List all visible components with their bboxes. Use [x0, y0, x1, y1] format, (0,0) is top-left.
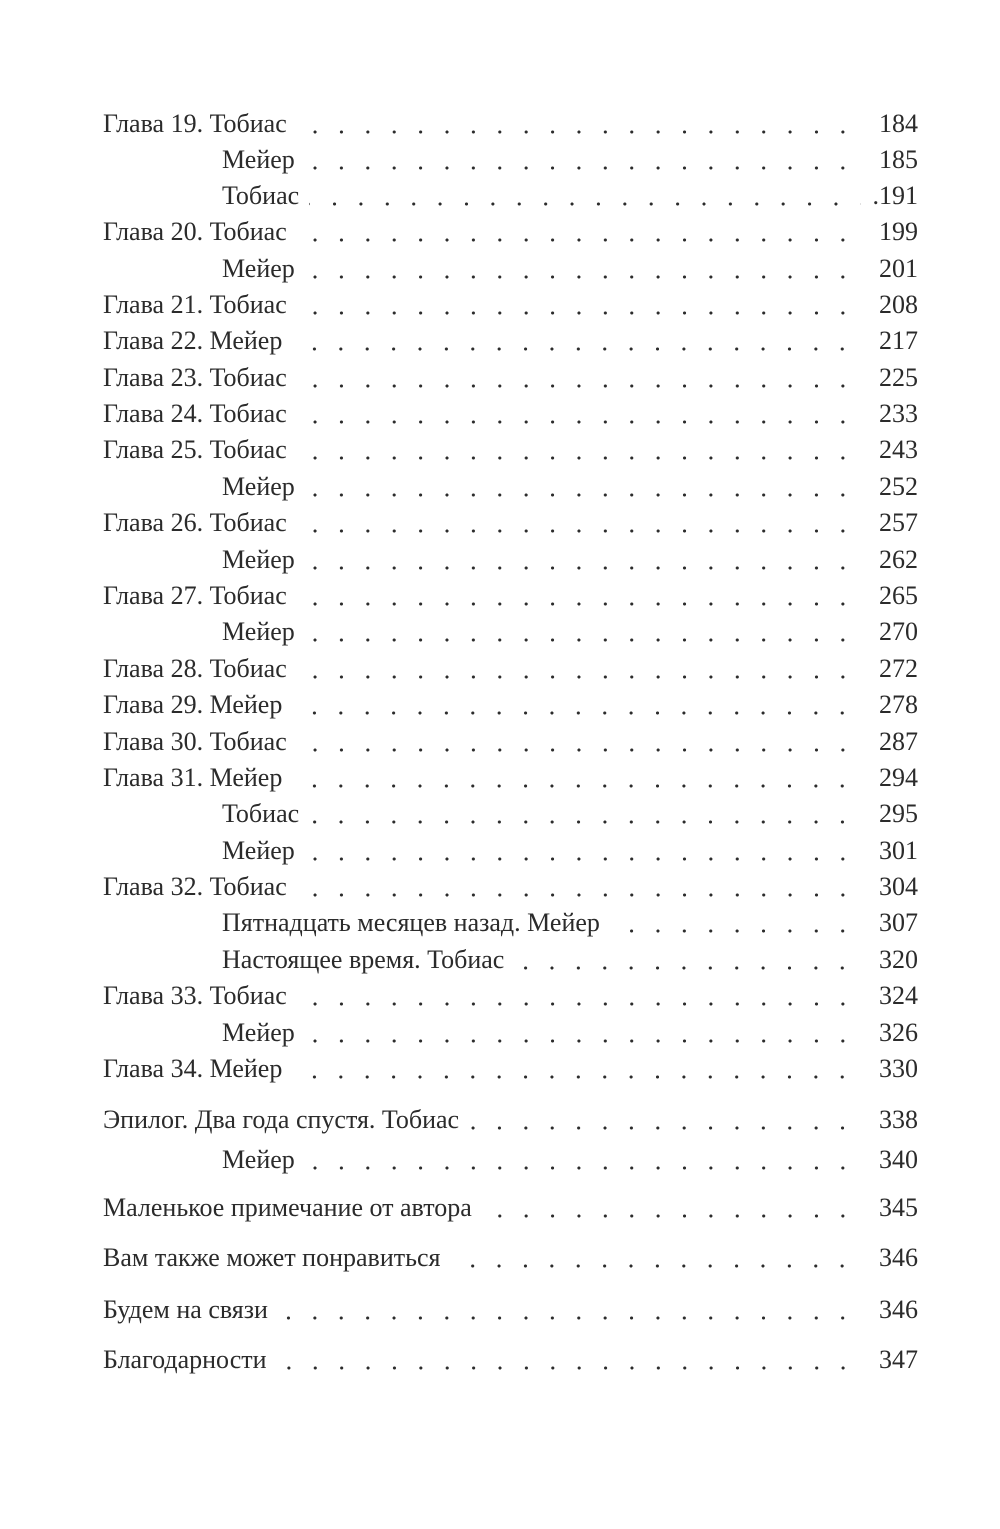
chapter-number: Глава 32.	[103, 872, 204, 901]
page-number: 208	[873, 287, 918, 323]
toc-entry-title	[103, 360, 291, 396]
dot-leader	[297, 130, 867, 134]
toc-entry-title	[103, 651, 291, 687]
toc-entry-title	[103, 1292, 272, 1328]
toc-entry	[0, 724, 1000, 760]
toc-entry	[0, 1240, 1000, 1276]
page-number: 233	[873, 396, 918, 432]
toc-entry-title	[103, 1342, 271, 1378]
page-number: .191	[867, 178, 919, 214]
toc-entry	[0, 651, 1000, 687]
toc-entry	[0, 869, 1000, 905]
chapter-number: Глава 26.	[103, 508, 204, 537]
dot-leader	[305, 166, 867, 170]
page-number: 185	[873, 142, 918, 178]
toc-entry-title	[103, 432, 291, 468]
chapter-number: Глава 31.	[103, 763, 204, 792]
chapter-title: Мейер	[222, 472, 295, 501]
chapter-number: Глава 22.	[103, 326, 204, 355]
dot-leader	[450, 1264, 867, 1268]
chapter-title: Мейер	[222, 254, 295, 283]
dot-leader	[309, 820, 867, 824]
page-number: 199	[873, 214, 918, 250]
toc-entry	[0, 614, 1000, 650]
dot-leader	[297, 1002, 867, 1006]
page-number: 278	[873, 687, 918, 723]
toc-entry-title	[222, 542, 299, 578]
toc-entry-title	[103, 978, 291, 1014]
toc-entry	[0, 360, 1000, 396]
page-number: 287	[873, 724, 918, 760]
toc-entry	[0, 142, 1000, 178]
toc-entry-title	[103, 287, 291, 323]
chapter-number: Глава 21.	[103, 290, 204, 319]
dot-leader	[305, 857, 867, 861]
toc-entry	[0, 1015, 1000, 1051]
toc-entry-title	[103, 1051, 286, 1087]
chapter-title: Настоящее время. Тобиас	[222, 945, 505, 974]
page-number: 265	[873, 578, 918, 614]
toc-entry-title	[103, 578, 291, 614]
toc-entry	[0, 106, 1000, 142]
toc-entry	[0, 323, 1000, 359]
chapter-title: Мейер	[209, 763, 283, 792]
chapter-number: Глава 29.	[103, 690, 204, 719]
chapter-number: Глава 34.	[103, 1054, 204, 1083]
chapter-title: Тобиас	[209, 363, 287, 392]
dot-leader	[305, 1166, 867, 1170]
chapter-title: Мейер	[209, 690, 283, 719]
toc-entry	[0, 760, 1000, 796]
chapter-title: Тобиас	[209, 581, 287, 610]
chapter-title: Тобиас	[209, 217, 287, 246]
dot-leader	[277, 1366, 867, 1370]
page-number: 340	[873, 1142, 918, 1178]
dot-leader	[292, 711, 867, 715]
chapter-title: Тобиас	[209, 727, 287, 756]
dot-leader	[305, 1039, 867, 1043]
dot-leader	[297, 456, 867, 460]
page-number: 201	[873, 251, 918, 287]
toc-entry	[0, 578, 1000, 614]
chapter-title: Мейер	[209, 1054, 283, 1083]
toc-entry	[0, 505, 1000, 541]
chapter-number: Глава 23.	[103, 363, 204, 392]
toc-entry-title	[103, 687, 286, 723]
toc-entry-title	[103, 1190, 476, 1226]
toc-entry	[0, 178, 1000, 214]
toc-entry-title	[103, 214, 291, 250]
chapter-title: Тобиас	[209, 435, 287, 464]
chapter-title: Вам также может понравиться	[103, 1243, 441, 1272]
page-number: 184	[873, 106, 918, 142]
page-number: 330	[873, 1051, 918, 1087]
dot-leader	[514, 966, 867, 970]
toc-entry-title	[103, 323, 286, 359]
toc-entry-title	[103, 724, 291, 760]
chapter-title: Тобиас	[209, 872, 287, 901]
toc-entry	[0, 432, 1000, 468]
chapter-title: Тобиас	[222, 799, 300, 828]
dot-leader	[309, 202, 860, 206]
toc-entry	[0, 214, 1000, 250]
toc-entry	[0, 796, 1000, 832]
dot-leader	[305, 638, 867, 642]
toc-entry	[0, 396, 1000, 432]
chapter-title: Тобиас	[209, 109, 287, 138]
toc-entry	[0, 833, 1000, 869]
chapter-title: Тобиас	[209, 399, 287, 428]
dot-leader	[297, 675, 867, 679]
toc-entry	[0, 1292, 1000, 1328]
page-number: 262	[873, 542, 918, 578]
dot-leader	[292, 784, 867, 788]
chapter-title: Тобиас	[209, 981, 287, 1010]
chapter-title: Тобиас	[222, 181, 300, 210]
page-number: 294	[873, 760, 918, 796]
dot-leader	[297, 311, 867, 315]
chapter-number: Глава 25.	[103, 435, 204, 464]
chapter-title: Маленькое примечание от автора	[103, 1193, 472, 1222]
page-number: 347	[873, 1342, 918, 1378]
page-number: 270	[873, 614, 918, 650]
chapter-title: Благодарности	[103, 1345, 267, 1374]
chapter-number: Глава 20.	[103, 217, 204, 246]
chapter-title: Тобиас	[209, 654, 287, 683]
dot-leader	[297, 384, 867, 388]
toc-entry	[0, 1142, 1000, 1178]
toc-entry-title	[222, 178, 303, 214]
page-number: 307	[873, 905, 918, 941]
chapter-title: Мейер	[222, 145, 295, 174]
toc-entry	[0, 905, 1000, 941]
chapter-title: Пятнадцать месяцев назад. Мейер	[222, 908, 600, 937]
toc-entry-title	[222, 942, 508, 978]
dot-leader	[469, 1126, 867, 1130]
page-number: 346	[873, 1240, 918, 1276]
chapter-number: Глава 28.	[103, 654, 204, 683]
dot-leader	[292, 347, 867, 351]
toc-entry-title	[103, 760, 286, 796]
chapter-title: Мейер	[209, 326, 283, 355]
toc-entry	[0, 978, 1000, 1014]
page-number: 243	[873, 432, 918, 468]
dot-leader	[297, 529, 867, 533]
dot-leader	[297, 893, 867, 897]
toc-entry	[0, 942, 1000, 978]
toc-entry-title	[222, 1015, 299, 1051]
page-number: 301	[873, 833, 918, 869]
dot-leader	[305, 275, 867, 279]
page-number: 225	[873, 360, 918, 396]
toc-entry	[0, 251, 1000, 287]
toc-entry-title	[222, 469, 299, 505]
toc-entry	[0, 1102, 1000, 1138]
page-number: 345	[873, 1190, 918, 1226]
dot-leader	[297, 420, 867, 424]
toc-entry-title	[103, 1240, 444, 1276]
chapter-number: Глава 30.	[103, 727, 204, 756]
chapter-title: Тобиас	[209, 508, 287, 537]
page-number: 324	[873, 978, 918, 1014]
page-number: 338	[873, 1102, 918, 1138]
toc-entry	[0, 687, 1000, 723]
toc-entry	[0, 1051, 1000, 1087]
chapter-title: Мейер	[222, 1018, 295, 1047]
chapter-title: Будем на связи	[103, 1295, 268, 1324]
page-number: 295	[873, 796, 918, 832]
dot-leader	[297, 238, 867, 242]
toc-entry-title	[222, 251, 299, 287]
toc-entry-title	[103, 106, 291, 142]
toc-entry-title	[222, 142, 299, 178]
toc-entry	[0, 1190, 1000, 1226]
toc-entry-title	[222, 614, 299, 650]
toc-entry	[0, 469, 1000, 505]
page-number: 217	[873, 323, 918, 359]
dot-leader	[297, 748, 867, 752]
chapter-title: Мейер	[222, 1145, 295, 1174]
toc-entry-title	[103, 1102, 463, 1138]
dot-leader	[482, 1214, 867, 1218]
page-number: 304	[873, 869, 918, 905]
dot-leader	[292, 1075, 867, 1079]
toc-entry-title	[103, 869, 291, 905]
dot-leader	[297, 602, 867, 606]
chapter-title: Мейер	[222, 617, 295, 646]
chapter-number: Глава 27.	[103, 581, 204, 610]
page-number: 320	[873, 942, 918, 978]
chapter-number: Глава 33.	[103, 981, 204, 1010]
toc-entry-title	[222, 833, 299, 869]
chapter-title: Мейер	[222, 836, 295, 865]
dot-leader	[305, 566, 867, 570]
toc-entry	[0, 287, 1000, 323]
chapter-title: Мейер	[222, 545, 295, 574]
chapter-title: Эпилог. Два года спустя. Тобиас	[103, 1105, 460, 1134]
toc-entry-title	[222, 1142, 299, 1178]
dot-leader	[610, 929, 867, 933]
page-number: 252	[873, 469, 918, 505]
chapter-number: Глава 19.	[103, 109, 204, 138]
toc-entry	[0, 1342, 1000, 1378]
page-number: 326	[873, 1015, 918, 1051]
chapter-title: Тобиас	[209, 290, 287, 319]
chapter-number: Глава 24.	[103, 399, 204, 428]
dot-leader	[305, 493, 867, 497]
toc-entry-title	[103, 396, 291, 432]
page-number: 257	[873, 505, 918, 541]
page-number: 272	[873, 651, 918, 687]
toc-entry-title	[103, 505, 291, 541]
toc-entry	[0, 542, 1000, 578]
toc-entry-title	[222, 905, 604, 941]
dot-leader	[278, 1316, 867, 1320]
page-number: 346	[873, 1292, 918, 1328]
toc-entry-title	[222, 796, 303, 832]
